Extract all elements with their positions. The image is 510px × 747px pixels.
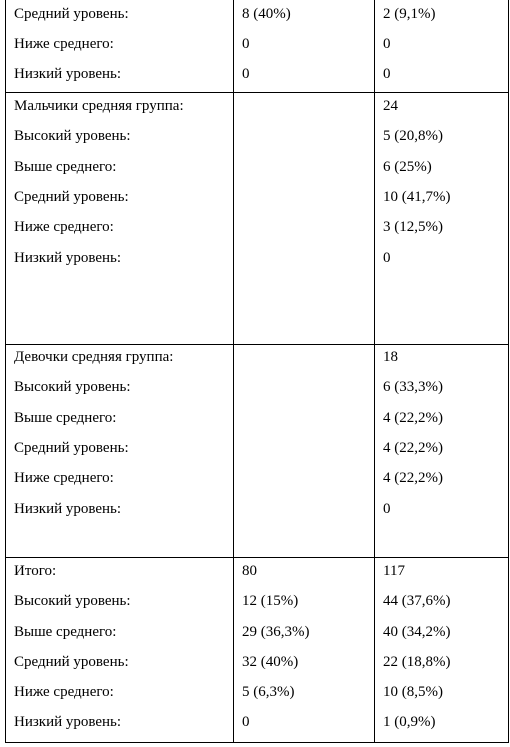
- table-cell: 4 (22,2%): [383, 440, 443, 456]
- table-cell: 44 (37,6%): [383, 593, 451, 609]
- table-cell: 5 (20,8%): [383, 128, 443, 144]
- table-cell: Итого:: [14, 563, 57, 579]
- table-cell: Выше среднего:: [14, 624, 117, 640]
- table-cell: 10 (8,5%): [383, 684, 443, 700]
- table-cell: 40 (34,2%): [383, 624, 451, 640]
- table-cell: 5 (6,3%): [242, 684, 295, 700]
- table-cell: 0: [383, 250, 391, 266]
- table-cell: 4 (22,2%): [383, 410, 443, 426]
- table-cell: 117: [383, 563, 405, 579]
- table-cell: Низкий уровень:: [14, 714, 122, 730]
- table-cell: Низкий уровень:: [14, 501, 122, 517]
- table-cell: Средний уровень:: [14, 440, 129, 456]
- table-cell: Низкий уровень:: [14, 250, 122, 266]
- table-cell: 0: [383, 66, 391, 82]
- table-cell: Мальчики средняя группа:: [14, 98, 184, 114]
- table-cell: 10 (41,7%): [383, 189, 451, 205]
- table-cell: 6 (25%): [383, 159, 432, 175]
- table-cell: 24: [383, 98, 398, 114]
- table-cell: Ниже среднего:: [14, 684, 114, 700]
- table-border-left: [5, 0, 6, 743]
- table-cell: 1 (0,9%): [383, 714, 436, 730]
- table-cell: 32 (40%): [242, 654, 299, 670]
- table-divider-col2: [374, 0, 375, 743]
- table-cell: 29 (36,3%): [242, 624, 310, 640]
- table-cell: Ниже среднего:: [14, 219, 114, 235]
- table-cell: 18: [383, 349, 398, 365]
- row-divider: [5, 344, 509, 345]
- table-cell: 3 (12,5%): [383, 219, 443, 235]
- table-cell: 0: [383, 501, 391, 517]
- table-border-right: [508, 0, 509, 743]
- results-table: [5, 0, 509, 743]
- table-cell: 2 (9,1%): [383, 6, 436, 22]
- table-cell: 80: [242, 563, 257, 579]
- table-cell: Средний уровень:: [14, 189, 129, 205]
- table-cell: Ниже среднего:: [14, 36, 114, 52]
- table-cell: Высокий уровень:: [14, 593, 131, 609]
- table-cell: 22 (18,8%): [383, 654, 451, 670]
- table-cell: 12 (15%): [242, 593, 299, 609]
- table-cell: Высокий уровень:: [14, 379, 131, 395]
- table-border-bottom: [5, 742, 509, 743]
- table-cell: 0: [383, 36, 391, 52]
- table-cell: Ниже среднего:: [14, 470, 114, 486]
- table-cell: Выше среднего:: [14, 159, 117, 175]
- table-divider-col1: [233, 0, 234, 743]
- table-cell: Средний уровень:: [14, 654, 129, 670]
- table-cell: 8 (40%): [242, 6, 291, 22]
- row-divider: [5, 557, 509, 558]
- table-cell: Средний уровень:: [14, 6, 129, 22]
- table-cell: 0: [242, 36, 250, 52]
- table-cell: Выше среднего:: [14, 410, 117, 426]
- table-cell: 4 (22,2%): [383, 470, 443, 486]
- table-cell: Девочки средняя группа:: [14, 349, 174, 365]
- table-cell: 0: [242, 714, 250, 730]
- row-divider: [5, 92, 509, 93]
- table-cell: Высокий уровень:: [14, 128, 131, 144]
- table-cell: 6 (33,3%): [383, 379, 443, 395]
- table-cell: 0: [242, 66, 250, 82]
- table-cell: Низкий уровень:: [14, 66, 122, 82]
